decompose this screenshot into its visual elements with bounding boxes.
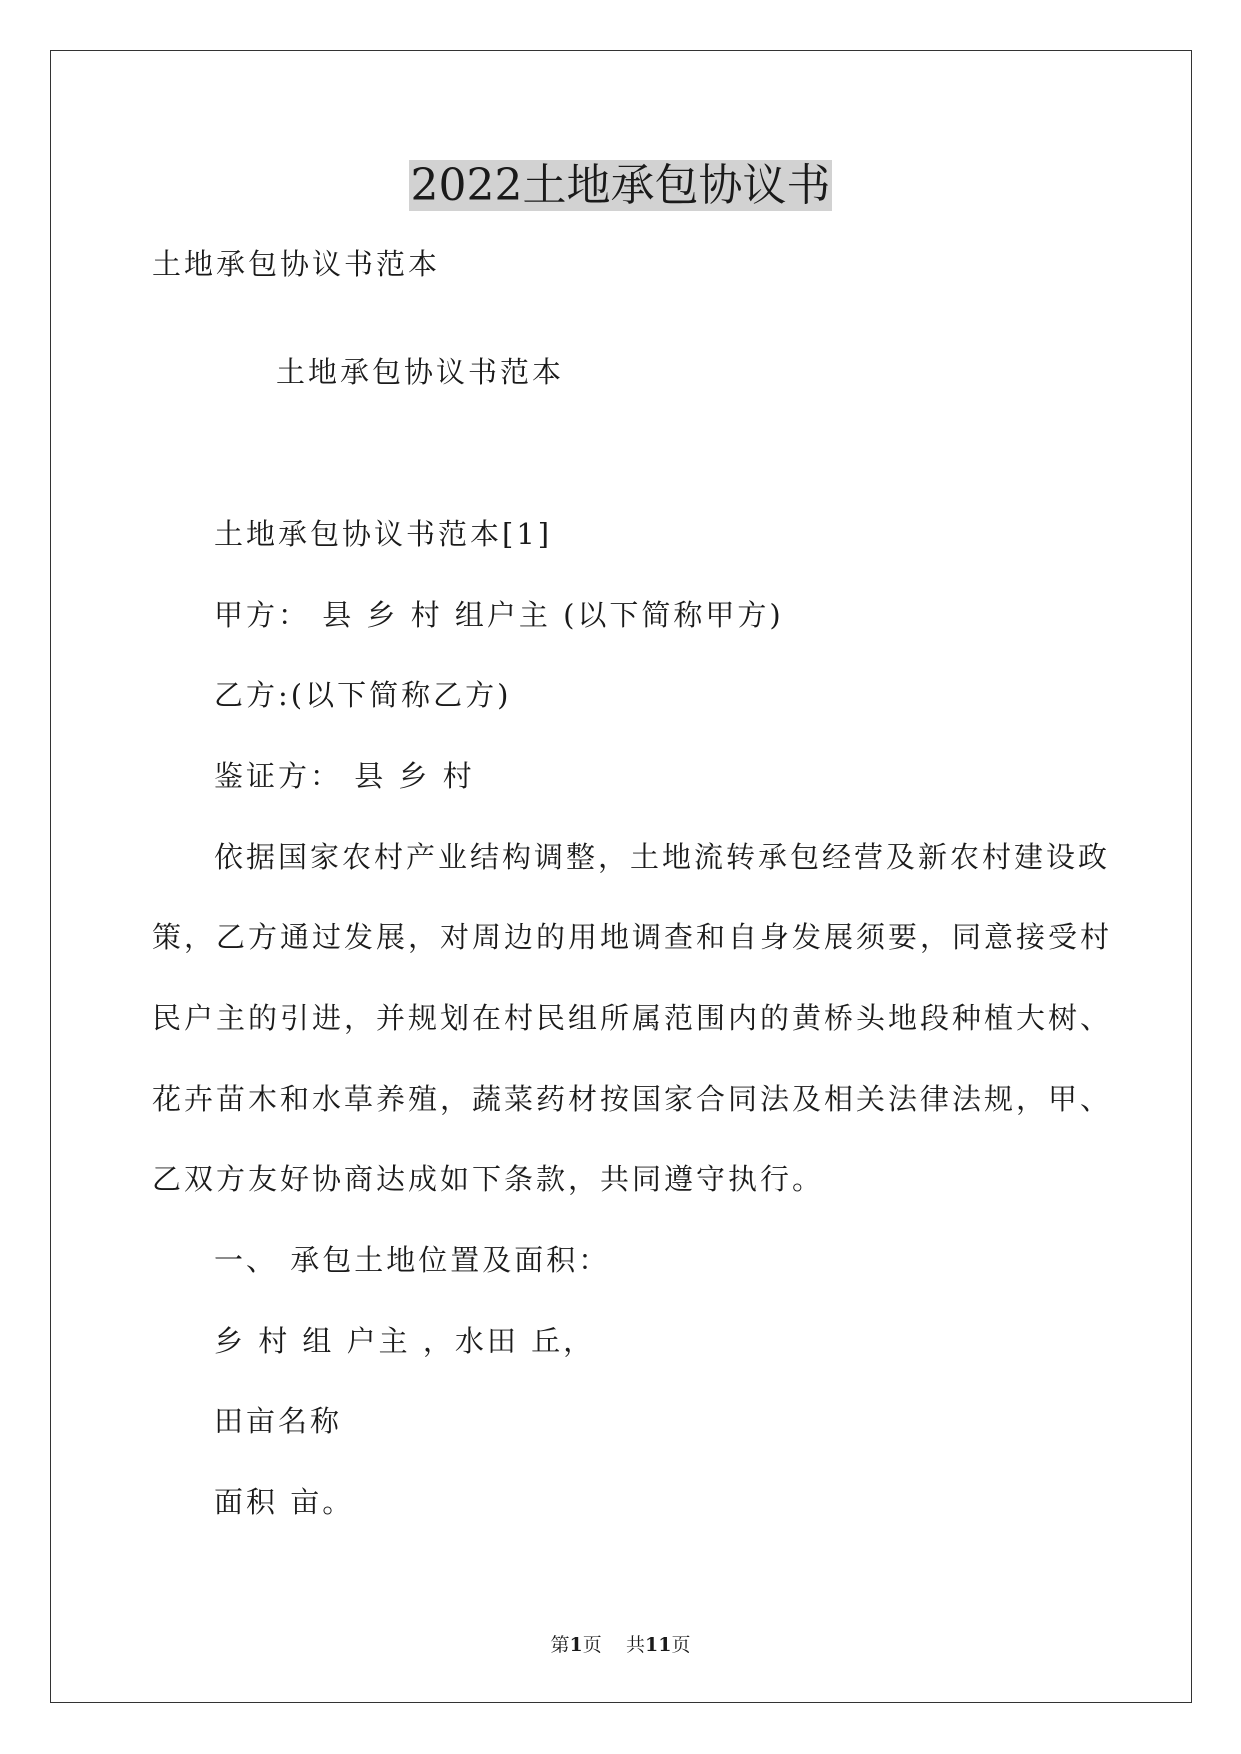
body-paragraph-line: 依据国家农村产业结构调整，土地流转承包经营及新农村建设政 — [214, 840, 1111, 874]
witness-line: 鉴证方： 县 乡 村 — [214, 759, 475, 793]
footer-total-suffix: 页 — [671, 1634, 691, 1656]
body-paragraph-line: 策，乙方通过发展，对周边的用地调查和自身发展须要，同意接受村 — [152, 920, 1113, 954]
footer-page-suffix: 页 — [582, 1634, 602, 1656]
document-title-text: 2022土地承包协议书 — [410, 160, 831, 211]
section-heading: 土地承包协议书范本[1] — [214, 517, 553, 551]
page-footer — [0, 1633, 1241, 1657]
indented-subtitle-line: 土地承包协议书范本 — [276, 355, 565, 389]
document-title — [0, 156, 1241, 216]
footer-total-pages: 11 — [644, 1634, 672, 1656]
body-paragraph-line: 民户主的引进，并规划在村民组所属范围内的黄桥头地段种植大树、 — [152, 1001, 1113, 1035]
area-line: 面积 亩。 — [214, 1485, 355, 1519]
footer-total-prefix: 共 — [625, 1634, 645, 1656]
body-paragraph-line: 花卉苗木和水草养殖，蔬菜药材按国家合同法及相关法律法规，甲、 — [152, 1082, 1113, 1116]
clause-heading: 一、 承包土地位置及面积： — [214, 1243, 611, 1277]
land-location-line: 乡 村 组 户主 ，水田 丘， — [214, 1324, 596, 1358]
footer-page-prefix: 第 — [550, 1634, 570, 1656]
party-b-line: 乙方:(以下简称乙方) — [214, 678, 512, 712]
subtitle-line: 土地承包协议书范本 — [152, 247, 441, 281]
field-name-line: 田亩名称 — [214, 1404, 343, 1438]
party-a-line: 甲方： 县 乡 村 组户主 (以下简称甲方) — [214, 598, 784, 632]
body-paragraph-line: 乙双方友好协商达成如下条款，共同遵守执行。 — [152, 1162, 825, 1196]
footer-page-number: 1 — [569, 1634, 583, 1656]
